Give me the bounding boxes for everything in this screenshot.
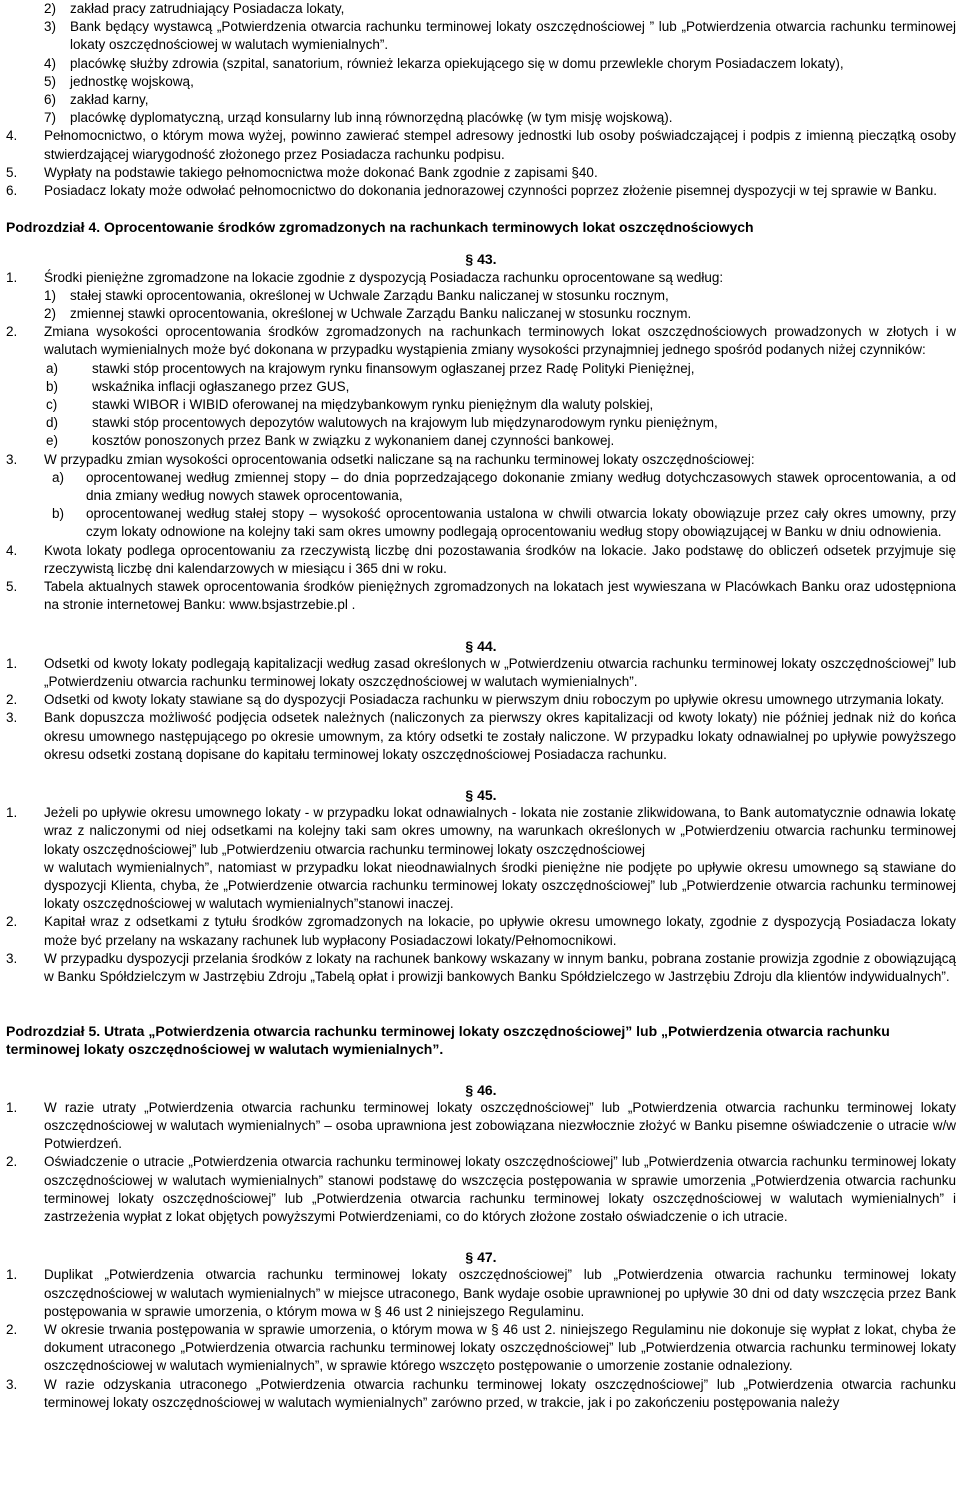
list-item-continuation: w walutach wymienialnych”, natomiast w przypadku lokat nieodnawialnych środki pieniężne nie podjęte po upływie okresu umownego są stawiane do dyspozycji Klienta, chyba, że „Potwierdzenie otwarcia rachunku terminowej lokaty oszczędnościowej” lub „Potwierdzenie otwarcia rachunku terminowej lokaty oszczędnościowej w walutach wymienialnych”stanowi inaczej. [44,859,956,912]
list-item: 2. W okresie trwania postępowania w sprawie umorzenia, o którym mowa w § 46 ust 2. niniejszego Regulaminu nie dokonuje się wypłat z lokat, chyba że dokument utraconego „Potwierdzenia otwarcia rachunku terminowej lokaty oszczędnościowej” lub „Potwierdzenia otwarcia rachunku terminowej lokaty oszczędnościowej w walutach wymienialnych”, w sprawie którego wszczęto postępowanie o umorzenie zostanie odnaleziony. [6,1322,956,1374]
list-item: d) stawki stóp procentowych depozytów walutowych na krajowym lub międzynarodowym rynku pieniężnym, [46,415,718,431]
list-item: 5) jednostkę wojskową, [44,73,194,89]
list-item: 3. Bank dopuszcza możliwość podjęcia odsetek należnych (naliczonych za pierwszy okres kapitalizacji od kwoty lokaty) nie później jednak niż do końca okresu umownego następującego po okresie umownym, za który odsetki te zostały naliczone. W przypadku lokaty odnawialnej po upływie powyższego okresu odsetki zostaną dopisane do kapitału terminowej lokaty oszczędnościowej Posiadacza rachunku. [6,710,956,762]
list-item: 1. Duplikat „Potwierdzenia otwarcia rachunku terminowej lokaty oszczędnościowej” lub „Potwierdzenia otwarcia rachunku terminowej lokaty oszczędnościowej w walutach wymienialnych” w miejsce utraconego, Bank wydaje osobie uprawnionej po upływie 30 dni od daty wszczęcia przez Bank postępowania w sprawie umorzenia, o którym mowa w § 46 ust 2 niniejszego Regulaminu. [6,1267,956,1319]
list-item: 2. Zmiana wysokości oprocentowania środków zgromadzonych na rachunkach terminowych lokat oszczędnościowych prowadzonych w złotych i w walutach wymienialnych może być dokonana w przypadku wystąpienia zmiany wysokości przynajmniej jednego spośród podanych niżej czynników: [6,324,956,358]
paragraph-title: § 47. [465,1249,497,1266]
list-item: 5. Tabela aktualnych stawek oprocentowania środków pieniężnych zgromadzonych na lokatach jest wywieszana w Placówkach Banku oraz udostępniona na stronie internetowej Banku: www.bsjastrzebie.pl . [6,579,956,613]
list-item: b) oprocentowanej według stałej stopy – wysokość oprocentowania ustalona w chwili otwarcia lokaty obowiązuje przez cały okres umowny, przy czym lokaty odnowione na kolejny taki sam okres umowny podlegają oprocentowaniu według stopy obowiązującej w Banku w dniu odnowienia. [52,506,956,540]
list-item: a) stawki stóp procentowych na krajowym rynku finansowym ogłaszanej przez Radę Polityki Pieniężnej, [46,360,695,376]
paragraph-title: § 45. [465,786,497,803]
list-item: a) oprocentowanej według zmiennej stopy – do dnia poprzedzającego dokonanie zmiany według dotychczasowych stawek oprocentowania, a od dnia zmiany według nowych stawek oprocentowania, [52,469,956,504]
list-item: 6. Posiadacz lokaty może odwołać pełnomocnictwo do dokonania jednorazowej czynności poprzez złożenie pisemnej dyspozycji w tej sprawie w Banku. [6,183,937,199]
list-item: 1) stałej stawki oprocentowania, określonej w Uchwale Zarządu Banku naliczanej w stosunku rocznym, [44,287,669,303]
list-item: 1. Jeżeli po upływie okresu umownego lokaty - w przypadku lokat odnawialnych - lokata nie zostanie zlikwidowana, to Bank automatycznie odnawia lokatę wraz z naliczonymi od niej odsetkami na kolejny taki sam okres umowny, na warunkach określonych w „Potwierdzeniu otwarcia rachunku terminowej lokaty oszczędnościowej” lub „Potwierdzeniu otwarcia rachunku terminowej lokaty oszczędnościowej [6,805,956,857]
paragraph-title: § 44. [465,637,497,654]
list-item: b) wskaźnika inflacji ogłaszanego przez GUS, [46,378,350,394]
intro-list [6,0,956,127]
list-item: 5. Wypłaty na podstawie takiego pełnomocnictwa może dokonać Bank zgodnie z zapisami §40. [6,164,598,180]
list-item: 3. W przypadku dyspozycji przelania środków z lokaty na rachunek bankowy wskazany w innym banku, pobrana zostanie prowizja zgodnie z obowiązującą w Banku Spółdzielczym w Jastrzębiu Zdroju „Tabelą opłat i prowizji bankowych Banku Spółdzielczego w Jastrzębiu Zdroju dla klientów indywidualnych”. [6,950,956,984]
list-item: 3) Bank będący wystawcą „Potwierdzenia otwarcia rachunku terminowej lokaty oszczędnościowej ” lub „Potwierdzenia otwarcia rachunku terminowej lokaty oszczędnościowej w walutach wymienialnych”. [44,19,956,53]
list-item: 2. Kapitał wraz z odsetkami z tytułu środków zgromadzonych na lokacie, po upływie okresu umownego lokaty, zgodnie z dyspozycją Posiadacza lokaty może być przelany na wskazany rachunek lub wypłacony Posiadaczowi lokaty/Pełnomocnikowi. [6,914,956,948]
list-item: 2) zmiennej stawki oprocentowania, określonej w Uchwale Zarządu Banku naliczanej w stosunku rocznym. [44,306,692,322]
list-item: 4) placówkę służby zdrowia (szpital, sanatorium, również lekarza opiekującego się w domu przewlekle chorym Posiadaczem lokaty), [44,55,844,71]
subsection-heading-5: Podrozdział 5. Utrata „Potwierdzenia otwarcia rachunku terminowej lokaty oszczędnościowej” lub „Potwierdzenia otwarcia rachunku terminowej lokaty oszczędnościowej w walutach wymienialnych”. [6,1023,890,1058]
list-item: 4. Pełnomocnictwo, o którym mowa wyżej, powinno zawierać stempel adresowy jednostki lub osoby poświadczającej i podpis z imienną pieczątką osoby stwierdzającej wiarygodność złożonego przez Posiadacza rachunku podpisu. [6,128,956,162]
list-item: e) kosztów ponoszonych przez Bank w związku z wykonaniem danej czynności bankowej. [46,433,615,449]
list-item: 6) zakład karny, [44,92,149,108]
list-item: 3. W przypadku zmian wysokości oprocentowania odsetki naliczane są na rachunku terminowej lokaty oszczędnościowej: [6,451,755,467]
paragraph-title: § 43. [465,251,497,268]
list-item: 2. Oświadczenie o utracie „Potwierdzenia otwarcia rachunku terminowej lokaty oszczędnościowej” lub „Potwierdzenia otwarcia rachunku terminowej lokaty oszczędnościowej w walutach wymienialnych” stanowi podstawę do wszczęcia postępowania w sprawie umorzenia „Potwierdzenia otwarcia rachunku terminowej lokaty oszczędnościowej” lub „Potwierdzenia otwarcia rachunku terminowej lokaty oszczędnościowej w walutach wymienialnych” i zastrzeżenia wypłat z lokat objętych powyższymi Potwierdzeniami, co do których złożone zostało oświadczenie o ich utracie. [6,1154,956,1224]
list-item: c) stawki WIBOR i WIBID oferowanej na międzybankowym rynku pieniężnym dla waluty polskiej, [46,397,654,413]
subsection-heading-4: Podrozdział 4. Oprocentowanie środków zgromadzonych na rachunkach terminowych lokat oszczędnościowych [6,219,754,236]
list-item: 1. Środki pieniężne zgromadzone na lokacie zgodnie z dyspozycją Posiadacza rachunku oprocentowane są według: [6,269,724,285]
paragraph-title: § 46. [465,1081,497,1098]
list-item: 1. W razie utraty „Potwierdzenia otwarcia rachunku terminowej lokaty oszczędnościowej” lub „Potwierdzenia otwarcia rachunku terminowej lokaty oszczędnościowej w walutach wymienialnych” – osoba uprawniona jest zobowiązana niezwłocznie złożyć w Banku pisemne oświadczenie o utracie w/w Potwierdzeń. [6,1099,956,1152]
list-item: 1. Odsetki od kwoty lokaty podlegają kapitalizacji według zasad określonych w „Potwierdzeniu otwarcia rachunku terminowej lokaty oszczędnościowej” lub „Potwierdzeniu otwarcia rachunku terminowej lokaty oszczędnościowej w walutach wymienialnych”. [6,655,956,689]
list-item: 2) zakład pracy zatrudniający Posiadacza lokaty, [44,1,345,16]
list-item: 4. Kwota lokaty podlega oprocentowaniu za rzeczywistą liczbę dni pozostawania środków na lokacie. Jako podstawę do obliczeń odsetek przyjmuje się rzeczywistą liczbę dni kalendarzowych w miesiącu i 365 dni w roku. [6,542,956,576]
list-item: 2. Odsetki od kwoty lokaty stawiane są do dyspozycji Posiadacza rachunku w pierwszym dniu roboczym po upływie okresu umownego utrzymania lokaty. [6,692,945,708]
list-item: 7) placówkę dyplomatyczną, urząd konsularny lub inną równorzędną placówkę (w tym misję wojskową). [44,110,673,126]
list-item: 3. W razie odzyskania utraconego „Potwierdzenia otwarcia rachunku terminowej lokaty oszczędnościowej” lub „Potwierdzenia otwarcia rachunku terminowej lokaty oszczędnościowej w walutach wymienialnych” zarówno przed, w trakcie, jak i po zakończeniu postępowania należy [6,1376,956,1410]
